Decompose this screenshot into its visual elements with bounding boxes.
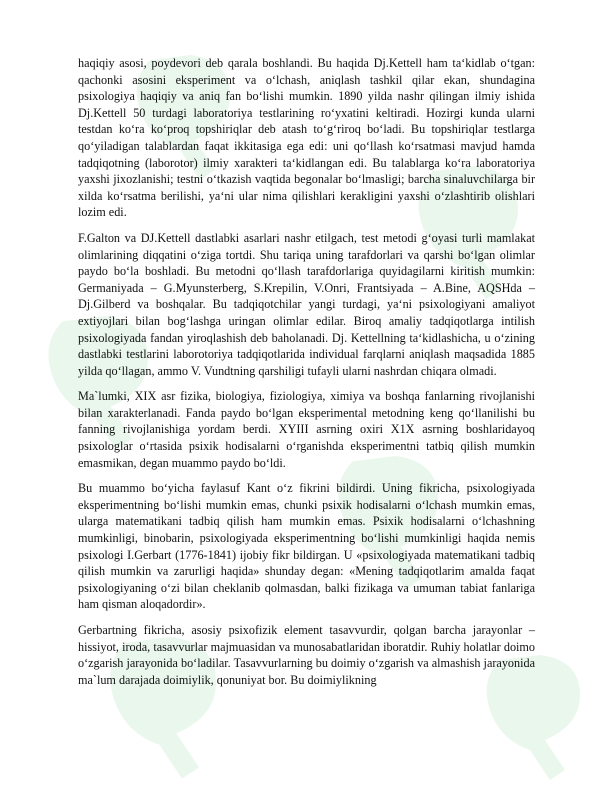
paragraph: F.Galton va DJ.Kettell dastlabki asarlari nashr etilgach, test metodi g‘oyasi turli mamlakat olimlarining diqqatini o‘ziga tortdi. Shu tariqa uning tarafdorlari va qarshi bo‘lgan olimlar paydo bo‘la boshladi. Bu metodni qo‘llash tarafdorlariga quyidagilarni kiritish mumkin: Germaniyada – G.Myunsterberg, S.Krepilin, V.Onri, Frantsiyada – A.Bine, AQSHda – Dj.Gilberd va boshqalar. Bu tadqiqotchilar yangi turdagi, ya‘ni psixologiyani amaliyot extiyojlari bilan bog‘lashga uringan olimlar edilar. Biroq amaliy tadqiqotlarga intilish psixologiyada fandan yiroqlashish deb baholanadi. Dj. Kettellning ta‘kidlashicha, u o‘zining dastlabki testlarini laborotoriya tadqiqotlarida individual farqlarni aniqlash maqsadida 1885 yilda qo‘llagan, ammo V. Vundtning qarshiligi tufayli ularni nashrdan chiqara olmadi.: [78, 230, 535, 378]
document-body: [78, 55, 535, 697]
paragraph: haqiqiy asosi, poydevori deb qarala boshlandi. Bu haqida Dj.Kettell ham ta‘kidlab o‘tgan: qachonki asosini eksperiment va o‘lchash, aniqlash tashkil qilar ekan, shundagina psixologiya haqiqiy va aniq fan bo‘lishi mumkin. 1890 yilda nashr qilingan ilmiy ishida Dj.Kettell 50 turdagi laboratoriya testlarining ro‘yxatini keltiradi. Hozirgi kunda ularni testdan ko‘ra ko‘proq topshiriqlar deb atash to‘g‘riroq bo‘ladi. Bu topshiriqlar testlarga qo‘yiladigan talablardan faqat ikkitasiga ega edi: uni qo‘llash ko‘rsatmasi mavjud hamda tadqiqotning (laborotor) ilmiy xarakteri ta‘kidlangan edi. Bu talablarga ko‘ra laboratoriya yaxshi jixozlanishi; testni o‘tkazish vaqtida begonalar bo‘lmasligi; barcha sinaluvchilarga bir xilda ko‘rsatma berilishi, ya‘ni ular nima qilishlari kerakligini yaxshi o‘zlashtirib olishlari lozim edi.: [78, 56, 535, 220]
paragraph: Gerbartning fikricha, asosiy psixofizik element tasavvurdir, qolgan barcha jarayonlar – hissiyot, iroda, tasavvurlar majmuasidan va munosabatlaridan iboratdir. Ruhiy holatlar doimo o‘zgarish jarayonida bo‘ladilar. Tasavvurlarning bu doimiy o‘zgarish va almashish jarayonida ma`lum darajada doimiylik, qonuniyat bor. Bu doimiylikning: [78, 623, 535, 687]
paragraph: Ma`lumki, XIX asr fizika, biologiya, fiziologiya, ximiya va boshqa fanlarning rivojlanishi bilan xarakterlanadi. Fanda paydo bo‘lgan eksperimental metodning keng qo‘llanilishi bu fanning rivojlanishiga yordam berdi. XYIII asrning oxiri X1X asrning boshlaridayoq psixologlar o‘rtasida psixik hodisalarni o‘rganishda eksperimentni tatbiq qilish mumkin emasmikan, degan muammo paydo bo‘ldi.: [78, 389, 535, 470]
paragraph: Bu muammo bo‘yicha faylasuf Kant o‘z fikrini bildirdi. Uning fikricha, psixologiyada eksperimentning bo‘lishi mumkin emas, chunki psixik hodisalarni o‘lchash mumkin emas, ularga matematikani tadbiq qilish ham mumkin emas. Psixik hodisalarni o‘lchashning mumkinligi, binobarin, psixologiyada eksperimentning bo‘lishi mumkinligi haqida nemis psixologi I.Gerbart (1776-1841) ijobiy fikr bildirgan. U «psixologiyada matematikani tadbiq qilish mumkin va zarurligi haqida» shunday degan: «Mening tadqiqotlarim amalda faqat psixologiyaning o‘zi bilan cheklanib qolmasdan, balki fizikaga va umuman tabiat fanlariga ham qisman aloqadordir».: [78, 481, 535, 612]
